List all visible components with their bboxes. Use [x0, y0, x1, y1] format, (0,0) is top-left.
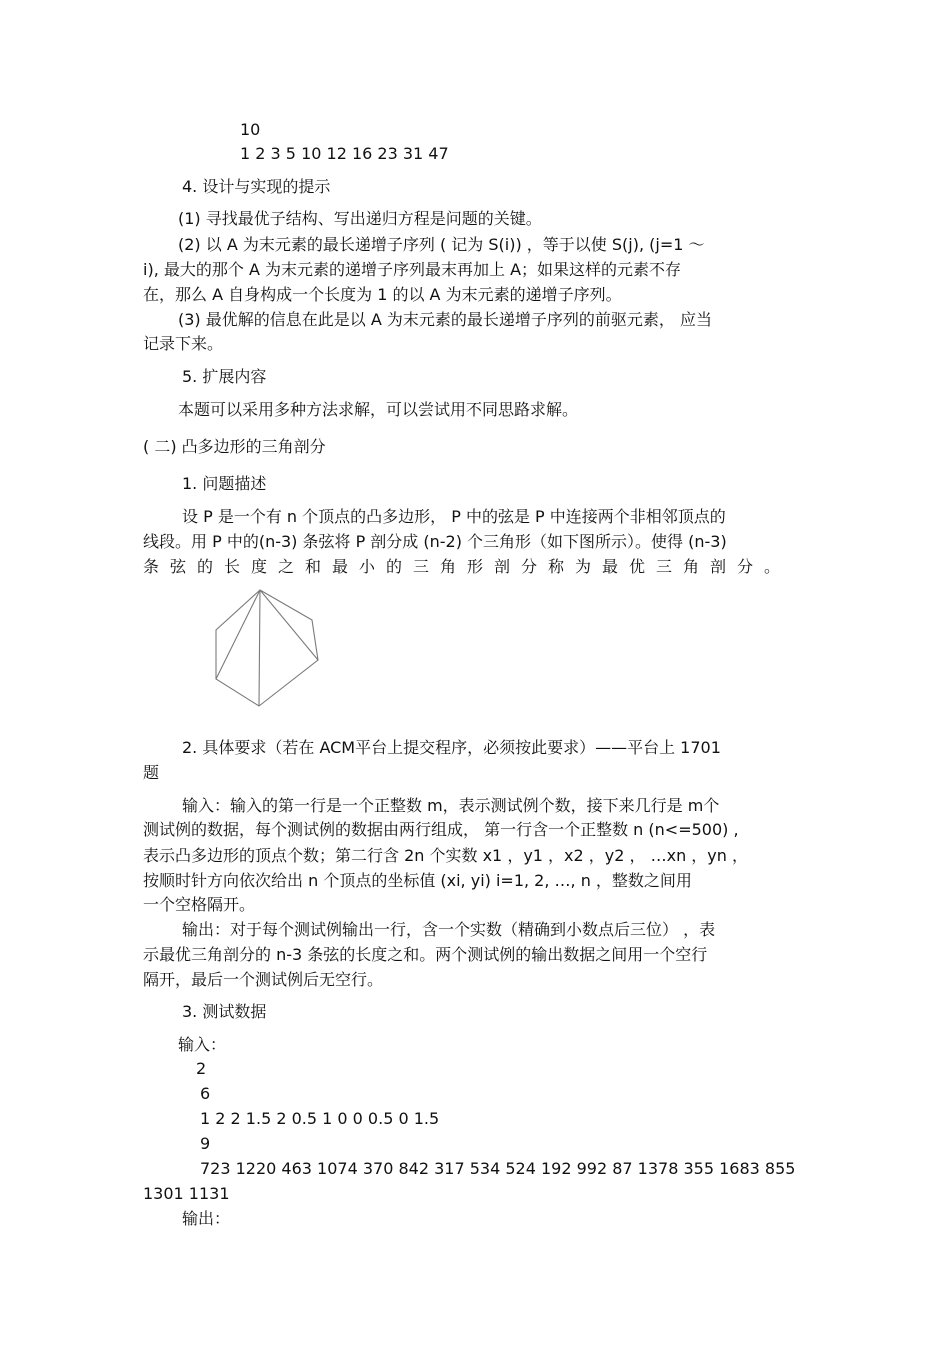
- hint-3-line-2: 记录下来。: [143, 334, 224, 353]
- test-input-line-5: 723 1220 463 1074 370 842 317 534 524 192 992 87 1378 355 1683 855: [200, 1159, 796, 1178]
- problem-heading: 1. 问题描述: [182, 474, 267, 493]
- sample-output-line-2: 1 2 3 5 10 12 16 23 31 47: [240, 144, 449, 163]
- problem-line-1: 设 P 是一个有 n 个顶点的凸多边形， P 中的弦是 P 中连接两个非相邻顶点的: [182, 507, 726, 526]
- test-input-line-4: 9: [200, 1134, 211, 1153]
- chord-2: [259, 590, 260, 706]
- requirements-line-2: 题: [143, 763, 160, 782]
- hint-2-line-2: i), 最大的那个 A 为末元素的递增子序列最末再加上 A；如果这样的元素不存: [143, 260, 682, 279]
- part-2-heading: ( 二) 凸多边形的三角剖分: [143, 437, 326, 456]
- input-spec-line-3: 表示凸多边形的顶点个数；第二行含 2n 个实数 x1 ，y1 ，x2 ，y2 ， …xn ，yn ，: [143, 846, 748, 865]
- hint-2-line-3: 在，那么 A 自身构成一个长度为 1 的以 A 为末元素的递增子序列。: [143, 285, 622, 304]
- test-input-line-2: 6: [200, 1084, 211, 1103]
- chord-1: [216, 590, 260, 679]
- problem-line-3: 条弦的长度之和最小的三角形剖分称为最优三角剖分。: [143, 557, 792, 576]
- hint-1: (1) 寻找最优子结构、写出递归方程是问题的关键。: [178, 209, 542, 228]
- chord-3: [260, 590, 318, 660]
- output-spec-line-1: 输出：对于每个测试例输出一行，含一个实数（精确到小数点后三位） ，表: [182, 920, 716, 939]
- input-spec-line-1: 输入：输入的第一行是一个正整数 m，表示测试例个数，接下来几行是 m个: [182, 796, 720, 815]
- input-spec-line-2: 测试例的数据，每个测试例的数据由两行组成， 第一行含一个正整数 n (n<=500) ,: [143, 820, 739, 839]
- test-input-label: 输入：: [178, 1035, 227, 1054]
- output-spec-line-3: 隔开，最后一个测试例后无空行。: [143, 970, 384, 989]
- test-input-line-1: 2: [196, 1059, 207, 1078]
- problem-line-2: 线段。用 P 中的(n-3) 条弦将 P 剖分成 (n-2) 个三角形（如下图所示）。使得 (n-3): [143, 532, 727, 551]
- section-5-heading: 5. 扩展内容: [182, 367, 267, 386]
- section-5-text: 本题可以采用多种方法求解，可以尝试用不同思路求解。: [178, 400, 579, 419]
- polygon-triangulation-figure: [212, 586, 328, 712]
- test-input-line-3: 1 2 2 1.5 2 0.5 1 0 0 0.5 0 1.5: [200, 1109, 440, 1128]
- section-4-heading: 4. 设计与实现的提示: [182, 177, 331, 196]
- output-spec-line-2: 示最优三角剖分的 n-3 条弦的长度之和。两个测试例的输出数据之间用一个空行: [143, 945, 708, 964]
- test-data-heading: 3. 测试数据: [182, 1002, 267, 1021]
- hint-3-line-1: (3) 最优解的信息在此是以 A 为末元素的最长递增子序列的前驱元素， 应当: [178, 310, 712, 329]
- test-input-line-6: 1301 1131: [143, 1184, 230, 1203]
- hint-2-line-1: (2) 以 A 为末元素的最长递增子序列 ( 记为 S(i)) ，等于以使 S(j), (j=1 ～: [178, 235, 705, 254]
- input-spec-line-5: 一个空格隔开。: [143, 895, 256, 914]
- requirements-line-1: 2. 具体要求（若在 ACM平台上提交程序，必须按此要求）——平台上 1701: [182, 738, 721, 757]
- test-output-label: 输出：: [182, 1209, 231, 1228]
- sample-output-line-1: 10: [240, 120, 261, 139]
- input-spec-line-4: 按顺时针方向依次给出 n 个顶点的坐标值 (xi, yi) i=1, 2, …, n ，整数之间用: [143, 871, 692, 890]
